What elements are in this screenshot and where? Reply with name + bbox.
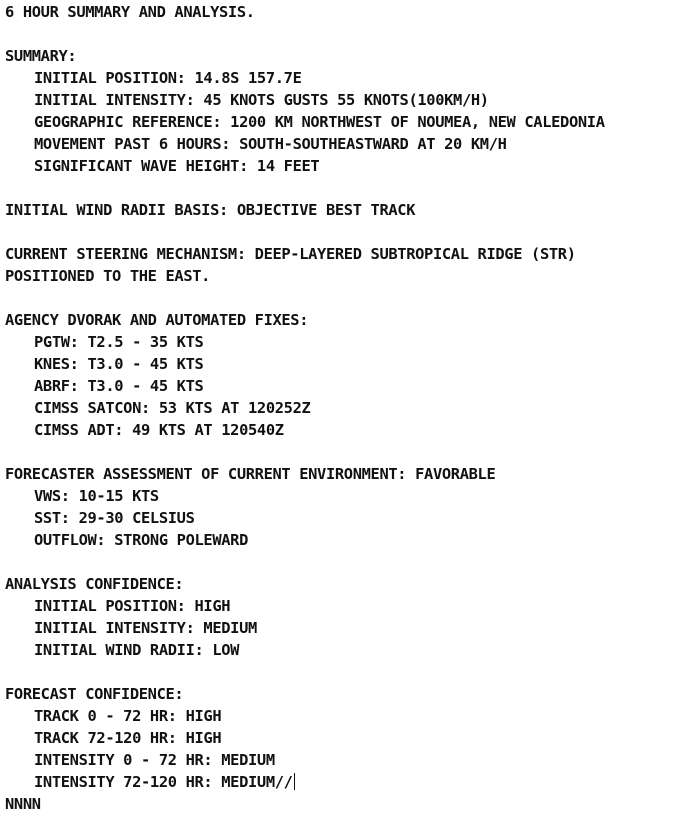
steering-line-2: POSITIONED TO THE EAST. bbox=[5, 267, 211, 285]
summary-initial-position: INITIAL POSITION: 14.8S 157.7E bbox=[34, 69, 302, 87]
environment-outflow: OUTFLOW: STRONG POLEWARD bbox=[34, 531, 248, 549]
blank-line bbox=[5, 221, 689, 243]
bulletin-text bbox=[5, 1, 689, 815]
fixes-heading: AGENCY DVORAK AND AUTOMATED FIXES: bbox=[5, 311, 309, 329]
summary-geographic-reference: GEOGRAPHIC REFERENCE: 1200 KM NORTHWEST OF NOUMEA, NEW CALEDONIA bbox=[34, 113, 605, 131]
blank-line bbox=[5, 661, 689, 683]
fix-abrf: ABRF: T3.0 - 45 KTS bbox=[34, 377, 204, 395]
steering-line-1: CURRENT STEERING MECHANISM: DEEP-LAYERED SUBTROPICAL RIDGE (STR) bbox=[5, 245, 576, 263]
summary-heading: SUMMARY: bbox=[5, 47, 77, 65]
environment-vws: VWS: 10-15 KTS bbox=[34, 487, 159, 505]
end-marker: NNNN bbox=[5, 795, 41, 813]
summary-initial-intensity: INITIAL INTENSITY: 45 KNOTS GUSTS 55 KNOTS(100KM/H) bbox=[34, 91, 489, 109]
fix-pgtw: PGTW: T2.5 - 35 KTS bbox=[34, 333, 204, 351]
blank-line bbox=[5, 551, 689, 573]
fix-cimss-adt: CIMSS ADT: 49 KTS AT 120540Z bbox=[34, 421, 284, 439]
forecast-confidence-intensity-72-120-row bbox=[5, 771, 689, 793]
summary-movement: MOVEMENT PAST 6 HOURS: SOUTH-SOUTHEASTWARD AT 20 KM/H bbox=[34, 135, 507, 153]
environment-sst: SST: 29-30 CELSIUS bbox=[34, 509, 195, 527]
forecast-confidence-intensity-72-120: INTENSITY 72-120 HR: MEDIUM// bbox=[34, 773, 293, 791]
text-cursor bbox=[294, 773, 295, 790]
blank-line bbox=[5, 287, 689, 309]
analysis-confidence-position: INITIAL POSITION: HIGH bbox=[34, 597, 231, 615]
analysis-confidence-intensity: INITIAL INTENSITY: MEDIUM bbox=[34, 619, 257, 637]
environment-heading: FORECASTER ASSESSMENT OF CURRENT ENVIRONMENT: FAVORABLE bbox=[5, 465, 496, 483]
forecast-confidence-intensity-0-72: INTENSITY 0 - 72 HR: MEDIUM bbox=[34, 751, 275, 769]
analysis-confidence-heading: ANALYSIS CONFIDENCE: bbox=[5, 575, 184, 593]
blank-line bbox=[5, 441, 689, 463]
blank-line bbox=[5, 177, 689, 199]
bulletin-title: 6 HOUR SUMMARY AND ANALYSIS. bbox=[5, 3, 255, 21]
fix-knes: KNES: T3.0 - 45 KTS bbox=[34, 355, 204, 373]
forecast-confidence-track-72-120: TRACK 72-120 HR: HIGH bbox=[34, 729, 222, 747]
blank-line bbox=[5, 23, 689, 45]
wind-radii-basis: INITIAL WIND RADII BASIS: OBJECTIVE BEST TRACK bbox=[5, 201, 416, 219]
forecast-confidence-track-0-72: TRACK 0 - 72 HR: HIGH bbox=[34, 707, 222, 725]
forecast-confidence-heading: FORECAST CONFIDENCE: bbox=[5, 685, 184, 703]
fix-cimss-satcon: CIMSS SATCON: 53 KTS AT 120252Z bbox=[34, 399, 311, 417]
analysis-confidence-wind-radii: INITIAL WIND RADII: LOW bbox=[34, 641, 240, 659]
summary-wave-height: SIGNIFICANT WAVE HEIGHT: 14 FEET bbox=[34, 157, 320, 175]
